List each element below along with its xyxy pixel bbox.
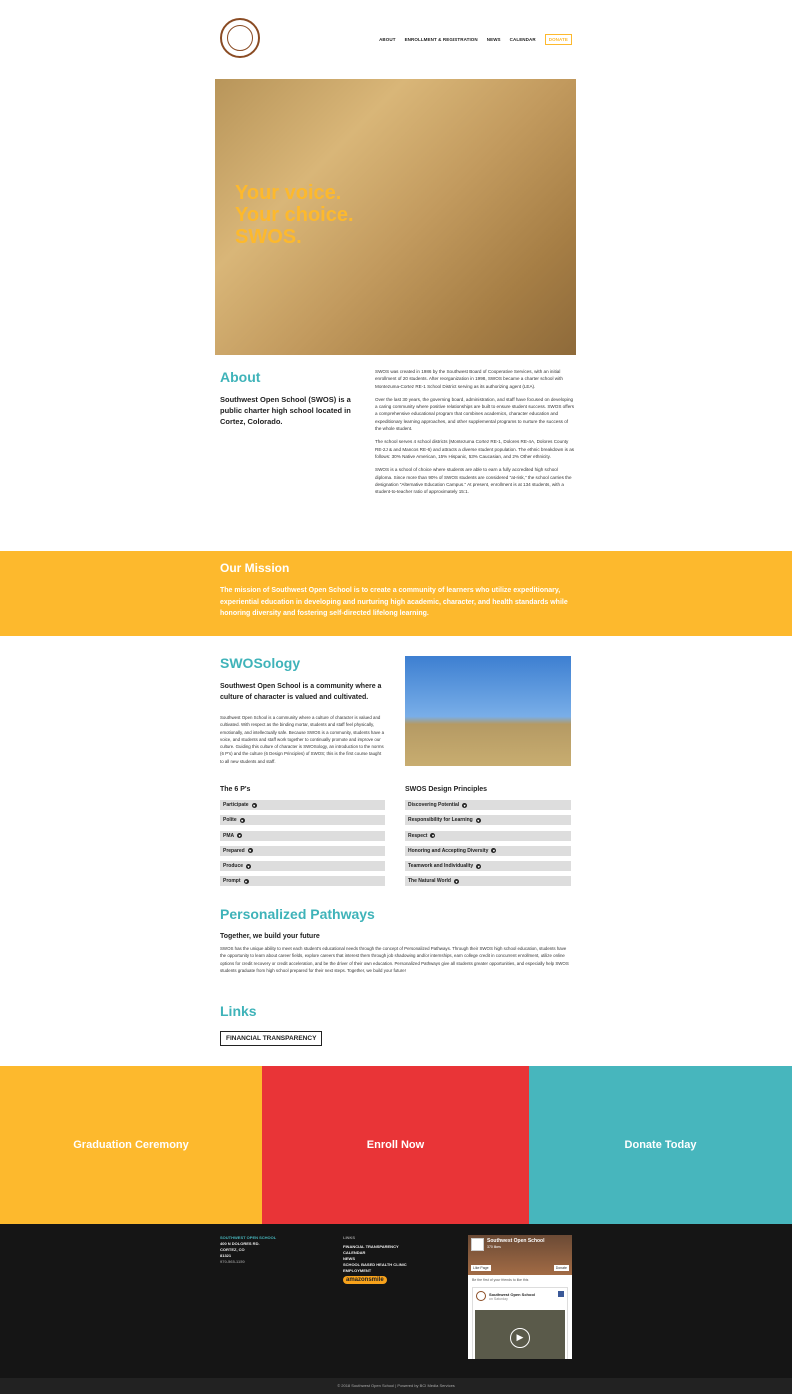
accordion-label: The Natural World <box>408 878 451 885</box>
accordion-label: Polite <box>223 817 237 824</box>
accordion-label: Participate <box>223 802 249 808</box>
swosology-lead: Southwest Open School is a community where a culture of character is valued and cultivated. <box>220 683 382 701</box>
footer-link[interactable]: FINANCIAL TRANSPARENCY <box>343 1244 399 1249</box>
hero-line: Your voice. <box>235 182 342 204</box>
chevron-down-icon: ▾ <box>492 848 495 854</box>
about-body <box>375 368 575 495</box>
links-title: Links <box>220 1003 257 1019</box>
play-icon[interactable]: ▶ <box>510 1328 530 1348</box>
accordion-prompt[interactable] <box>220 876 385 886</box>
chevron-down-icon: ▾ <box>241 817 244 823</box>
facebook-widget <box>468 1235 572 1359</box>
hero-line: SWOS. <box>235 226 302 248</box>
amazon-smile-button[interactable]: amazonsmile <box>343 1276 387 1284</box>
six-ps-accordion <box>220 800 385 892</box>
field-trip-photo <box>405 656 571 766</box>
fb-post-avatar <box>476 1291 486 1301</box>
swosology-text: Southwest Open School is a community where a culture of character is valued and cultivated. With respect as the binding mortar, students and staff feel physically, emotionally, and intellectually safe. Because SWOS is a community, students have a voice, and students and staff work together to continually promote and improve our culture. Guiding this culture of character is SWOSology, an introduction to the norms (6 P's) and the culture (6 Design Principles) of SWOS; this is the first course taught to all new students and staff. <box>220 715 385 764</box>
about-para: Over the last 30 years, the governing board, administration, and staff have focused on developing a caring community where positive relationships are built to ensure student success. SWOS offers a comprehensive educational program that combines academics, character education and expeditionary learning approaches, and other supplemental programs to nurture the success of the whole student. <box>375 396 575 432</box>
nav-about[interactable]: ABOUT <box>379 37 396 42</box>
footer-link[interactable]: NEWS <box>343 1256 355 1261</box>
accordion-natural-world[interactable] <box>405 876 571 886</box>
footer-address-line: CORTEZ, CO <box>220 1247 245 1252</box>
accordion-responsibility[interactable] <box>405 815 571 825</box>
accordion-teamwork[interactable] <box>405 861 571 871</box>
fb-friends-text: Be the first of your friends to like this <box>472 1278 529 1282</box>
accordion-label: Discovering Potential <box>408 802 460 808</box>
chevron-down-icon: ▾ <box>477 817 480 823</box>
copyright-bar: © 2018 Southwest Open School | Powered by BCI Media Services <box>0 1378 792 1394</box>
chevron-down-icon: ▾ <box>455 878 458 884</box>
nav-calendar[interactable]: CALENDAR <box>509 37 536 42</box>
accordion-diversity[interactable] <box>405 846 571 856</box>
about-para: SWOS is a school of choice where students are able to earn a fully accredited high school diploma. Since more than 90% of SWOS students are considered "at-risk," the school carries the designation "Alternative Education Campus." At present, enrollment is at 134 students, with a student-to-teacher ratio of approximately 15:1. <box>375 467 572 495</box>
footer <box>0 1224 792 1378</box>
fb-page-name[interactable]: Southwest Open School <box>487 1238 545 1244</box>
hero-tagline <box>235 182 354 248</box>
about-title: About <box>220 369 261 385</box>
accordion-label: Produce <box>223 863 244 870</box>
chevron-down-icon: ▾ <box>253 802 256 808</box>
fb-likes: 370 likes <box>487 1245 501 1249</box>
fb-donate-button[interactable]: Donate <box>555 1266 567 1270</box>
accordion-prepared[interactable] <box>220 846 385 856</box>
fb-post-time: on Saturday <box>489 1297 508 1301</box>
main-nav <box>379 34 572 45</box>
fb-like-button[interactable]: Like Page <box>473 1266 489 1270</box>
fb-cover <box>468 1235 572 1275</box>
footer-address <box>220 1235 276 1265</box>
accordion-label: Prepared <box>223 847 245 854</box>
footer-link[interactable]: SCHOOL BASED HEALTH CLINIC <box>343 1262 407 1267</box>
hero-line: Your choice. <box>235 204 354 226</box>
chevron-down-icon: ▾ <box>238 833 241 839</box>
graduation-tile[interactable]: Graduation Ceremony <box>0 1066 262 1224</box>
pathways-lead: Together, we build your future <box>220 933 320 940</box>
donate-tile[interactable]: Donate Today <box>529 1066 792 1224</box>
accordion-label: Honoring and Accepting Diversity <box>408 847 489 854</box>
accordion-polite[interactable] <box>220 815 385 825</box>
pathways-title: Personalized Pathways <box>220 906 375 922</box>
nav-donate-button[interactable]: DONATE <box>545 34 572 45</box>
chevron-down-icon: ▾ <box>431 833 434 839</box>
accordion-label: Prompt <box>223 878 241 885</box>
chevron-down-icon: ▾ <box>244 878 247 884</box>
accordion-pma[interactable] <box>220 831 385 841</box>
pathways-text: SWOS has the unique ability to meet each student's educational needs through the concept of Personalized Pathways. Through their SWOS high school education, students have the opportunity to learn about career fields, explore careers that interest them through job shadowing and/or internships, earn college credit in concurrent enrollment, utilize online options for credit recovery or credit acceleration, and be the driver of their own education. Personalized Pathways give all students greater opportunities, and especially help SWOS students graduate from high school prepared for their next steps. Together, we build your future! <box>220 946 569 973</box>
chevron-down-icon: ▾ <box>477 863 480 869</box>
accordion-label: PMA <box>223 832 235 839</box>
footer-address-line: 400 N DOLORES RD. <box>220 1241 260 1246</box>
facebook-icon <box>558 1291 564 1297</box>
mission-text: The mission of Southwest Open School is to create a community of learners who utilize expeditionary, experiential education in developing and nurturing high academic, character, and health standards while honoring diversity and fostering self-directed lifelong learning. <box>220 587 568 617</box>
footer-phone[interactable]: 970-565-1150 <box>220 1259 245 1264</box>
about-para: SWOS was created in 1986 by the Southwest Board of Cooperative Services, with an initial enrollment of 20 students. After reorganization in 1998, SWOS became a charter school with Montezuma-Cortez RE-1 School District serving as its authorizing agent (LEA). <box>375 369 563 389</box>
chevron-down-icon: ▾ <box>247 863 250 869</box>
chevron-down-icon: ▾ <box>249 848 252 854</box>
financial-transparency-button[interactable]: FINANCIAL TRANSPARENCY <box>220 1031 322 1046</box>
fb-post <box>472 1287 568 1359</box>
chevron-down-icon: ▾ <box>463 802 466 808</box>
six-ps-title: The 6 P's <box>220 786 251 793</box>
fb-page-avatar <box>471 1238 484 1251</box>
design-principles-title: SWOS Design Principles <box>405 786 488 793</box>
mission-band <box>0 551 792 636</box>
footer-address-line: 81321 <box>220 1253 232 1258</box>
fb-post-name: Southwest Open School <box>489 1292 536 1297</box>
footer-links <box>343 1235 407 1284</box>
enroll-tile[interactable]: Enroll Now <box>262 1066 529 1224</box>
accordion-label: Responsibility for Learning <box>408 817 473 824</box>
mission-title: Our Mission <box>220 561 290 575</box>
nav-news[interactable]: NEWS <box>486 37 501 42</box>
design-principles-accordion <box>405 800 571 892</box>
school-logo[interactable] <box>220 18 260 58</box>
accordion-label: Respect <box>408 832 428 839</box>
fb-video[interactable] <box>475 1310 565 1359</box>
accordion-participate[interactable] <box>220 800 385 810</box>
accordion-produce[interactable] <box>220 861 385 871</box>
accordion-label: Teamwork and Individuality <box>408 863 474 870</box>
footer-link[interactable]: EMPLOYMENT <box>343 1268 372 1273</box>
hero-image <box>215 79 576 355</box>
footer-links-title: LINKS <box>343 1235 355 1240</box>
about-lead: Southwest Open School (SWOS) is a public charter high school located in Cortez, Colorado. <box>220 395 351 426</box>
footer-school-name: SOUTHWEST OPEN SCHOOL <box>220 1235 277 1240</box>
footer-link[interactable]: CALENDAR <box>343 1250 366 1255</box>
accordion-respect[interactable] <box>405 831 571 841</box>
nav-enrollment[interactable]: ENROLLMENT & REGISTRATION <box>404 37 478 42</box>
about-para: The school serves 4 school districts (Montezuma Cortez RE-1, Dolores RE-4A, Dolores County RE-2J & and Mancos RE-6) and attracts a diverse student population. The ethnic breakdown is as follows: 30% Native American, 15% Hispanic, 53% Caucasian, and 2% Other ethnicity. <box>375 439 575 459</box>
swosology-title: SWOSology <box>220 655 301 671</box>
accordion-discovering-potential[interactable] <box>405 800 571 810</box>
